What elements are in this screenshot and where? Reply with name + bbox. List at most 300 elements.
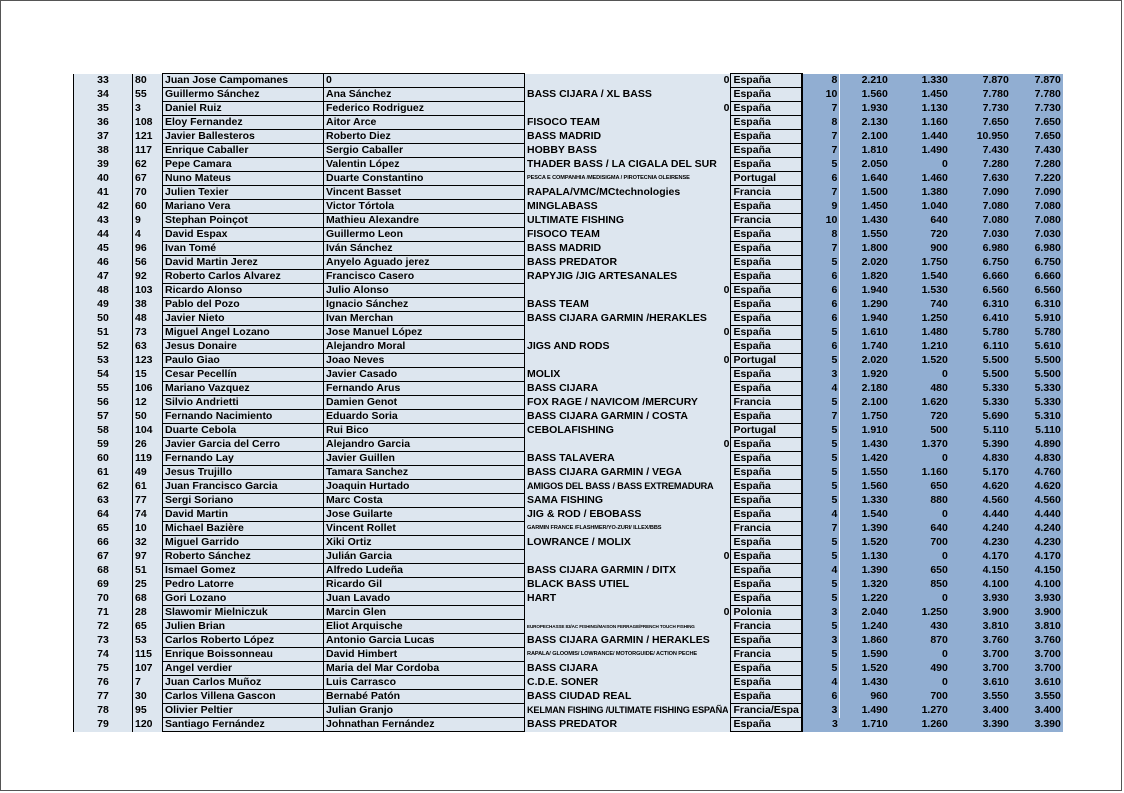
angler-1-cell: Fernando Lay xyxy=(163,452,324,466)
total-weight-cell: 6.750 xyxy=(950,256,1011,270)
weight-2-cell: 720 xyxy=(890,410,950,424)
final-weight-cell: 3.900 xyxy=(1011,606,1063,620)
total-weight-cell: 5.110 xyxy=(950,424,1011,438)
angler-1-cell: Pepe Camara xyxy=(163,158,324,172)
team-name: FISOCO TEAM xyxy=(527,116,600,128)
angler-2-cell: Marcin Glen xyxy=(324,606,525,620)
total-weight-cell: 5.500 xyxy=(950,354,1011,368)
boat-number-cell: 9 xyxy=(133,214,163,228)
weight-1-cell: 1.430 xyxy=(840,214,890,228)
country-cell: España xyxy=(731,438,802,452)
position-cell: 35 xyxy=(74,102,133,116)
fish-count-cell: 5 xyxy=(802,354,840,368)
weight-2-cell: 640 xyxy=(890,214,950,228)
boat-number-cell: 38 xyxy=(133,298,163,312)
weight-1-cell: 1.560 xyxy=(840,480,890,494)
team-zero: 0 xyxy=(723,549,730,562)
total-weight-cell: 3.700 xyxy=(950,662,1011,676)
team-name: SAMA FISHING xyxy=(527,494,604,506)
angler-2-cell: Bernabé Patón xyxy=(324,690,525,704)
team-cell xyxy=(525,88,731,102)
country-cell: España xyxy=(731,284,802,298)
total-weight-cell: 6.660 xyxy=(950,270,1011,284)
position-cell: 74 xyxy=(74,648,133,662)
weight-1-cell: 2.210 xyxy=(840,74,890,88)
team-cell xyxy=(525,550,731,564)
angler-1-cell: David Martin Jerez xyxy=(163,256,324,270)
weight-1-cell: 2.180 xyxy=(840,382,890,396)
fish-count-cell: 5 xyxy=(802,256,840,270)
table-row xyxy=(74,662,1063,676)
boat-number-cell: 55 xyxy=(133,88,163,102)
boat-number-cell: 51 xyxy=(133,564,163,578)
fish-count-cell: 5 xyxy=(802,620,840,634)
weight-1-cell: 1.740 xyxy=(840,340,890,354)
weight-2-cell: 850 xyxy=(890,578,950,592)
fish-count-cell: 7 xyxy=(802,186,840,200)
total-weight-cell: 5.780 xyxy=(950,326,1011,340)
team-cell xyxy=(525,410,731,424)
angler-2-cell: Ivan Merchan xyxy=(324,312,525,326)
boat-number-cell: 12 xyxy=(133,396,163,410)
fish-count-cell: 7 xyxy=(802,144,840,158)
fish-count-cell: 6 xyxy=(802,340,840,354)
table-row xyxy=(74,536,1063,550)
position-cell: 38 xyxy=(74,144,133,158)
table-row xyxy=(74,284,1063,298)
team-cell xyxy=(525,536,731,550)
weight-1-cell: 1.330 xyxy=(840,494,890,508)
table-row xyxy=(74,270,1063,284)
table-row xyxy=(74,214,1063,228)
final-weight-cell: 3.610 xyxy=(1011,676,1063,690)
total-weight-cell: 4.240 xyxy=(950,522,1011,536)
total-weight-cell: 4.560 xyxy=(950,494,1011,508)
team-cell xyxy=(525,690,731,704)
angler-2-cell: Javier Guillen xyxy=(324,452,525,466)
final-weight-cell: 3.550 xyxy=(1011,690,1063,704)
team-name: BASS CIUDAD REAL xyxy=(527,690,632,702)
total-weight-cell: 4.230 xyxy=(950,536,1011,550)
position-cell: 56 xyxy=(74,396,133,410)
weight-1-cell: 2.100 xyxy=(840,130,890,144)
team-cell xyxy=(525,662,731,676)
weight-1-cell: 1.290 xyxy=(840,298,890,312)
weight-1-cell: 1.920 xyxy=(840,368,890,382)
final-weight-cell: 4.440 xyxy=(1011,508,1063,522)
angler-1-cell: Duarte Cebola xyxy=(163,424,324,438)
table-row xyxy=(74,298,1063,312)
total-weight-cell: 4.170 xyxy=(950,550,1011,564)
weight-2-cell: 650 xyxy=(890,480,950,494)
total-weight-cell: 6.310 xyxy=(950,298,1011,312)
angler-2-cell: Luis Carrasco xyxy=(324,676,525,690)
weight-1-cell: 1.540 xyxy=(840,508,890,522)
team-name: BASS CIJARA GARMIN / VEGA xyxy=(527,466,682,478)
position-cell: 42 xyxy=(74,200,133,214)
country-cell: Francia xyxy=(731,648,802,662)
team-cell xyxy=(525,578,731,592)
team-cell xyxy=(525,718,731,732)
angler-2-cell: Xiki Ortiz xyxy=(324,536,525,550)
weight-2-cell: 1.490 xyxy=(890,144,950,158)
team-name: GARMIN FRANCE /FLASHMER/YO-ZURI/ ILLEX/BBS xyxy=(527,525,662,531)
weight-2-cell: 1.250 xyxy=(890,606,950,620)
angler-1-cell: Nuno Mateus xyxy=(163,172,324,186)
team-name: BASS CIJARA xyxy=(527,662,599,674)
weight-2-cell: 650 xyxy=(890,564,950,578)
table-row xyxy=(74,74,1063,88)
angler-1-cell: Cesar Pecellín xyxy=(163,368,324,382)
team-name: BASS PREDATOR xyxy=(527,718,618,730)
country-cell: España xyxy=(731,130,802,144)
country-cell: Francia xyxy=(731,214,802,228)
weight-1-cell: 1.430 xyxy=(840,676,890,690)
team-cell xyxy=(525,242,731,256)
weight-2-cell: 1.160 xyxy=(890,116,950,130)
position-cell: 37 xyxy=(74,130,133,144)
angler-1-cell: Juan Carlos Muñoz xyxy=(163,676,324,690)
team-name: EUROPECHASSE 83/AC FISHING/MAISON FERRAGE/FRENCH TOUCH FISHING xyxy=(527,624,695,629)
total-weight-cell: 7.630 xyxy=(950,172,1011,186)
team-name: MINGLABASS xyxy=(527,200,598,212)
total-weight-cell: 4.830 xyxy=(950,452,1011,466)
angler-1-cell: Gori Lozano xyxy=(163,592,324,606)
angler-2-cell: Ana Sánchez xyxy=(324,88,525,102)
weight-2-cell: 700 xyxy=(890,690,950,704)
angler-1-cell: Enrique Boissonneau xyxy=(163,648,324,662)
angler-1-cell: Enrique Caballer xyxy=(163,144,324,158)
fish-count-cell: 7 xyxy=(802,242,840,256)
boat-number-cell: 15 xyxy=(133,368,163,382)
table-row xyxy=(74,704,1063,718)
team-cell xyxy=(525,494,731,508)
fish-count-cell: 5 xyxy=(802,536,840,550)
weight-2-cell: 1.270 xyxy=(890,704,950,718)
team-zero: 0 xyxy=(723,283,730,296)
weight-2-cell: 720 xyxy=(890,228,950,242)
final-weight-cell: 7.030 xyxy=(1011,228,1063,242)
weight-2-cell: 1.130 xyxy=(890,102,950,116)
fish-count-cell: 7 xyxy=(802,410,840,424)
boat-number-cell: 4 xyxy=(133,228,163,242)
final-weight-cell: 7.080 xyxy=(1011,214,1063,228)
team-name: FISOCO TEAM xyxy=(527,228,600,240)
weight-1-cell: 2.100 xyxy=(840,396,890,410)
weight-1-cell: 1.610 xyxy=(840,326,890,340)
fish-count-cell: 4 xyxy=(802,676,840,690)
weight-1-cell: 2.050 xyxy=(840,158,890,172)
final-weight-cell: 4.620 xyxy=(1011,480,1063,494)
angler-1-cell: Javier Ballesteros xyxy=(163,130,324,144)
position-cell: 76 xyxy=(74,676,133,690)
angler-2-cell: Sergio Caballer xyxy=(324,144,525,158)
total-weight-cell: 4.620 xyxy=(950,480,1011,494)
angler-1-cell: Angel verdier xyxy=(163,662,324,676)
angler-2-cell: Valentin López xyxy=(324,158,525,172)
angler-2-cell: Julián Garcia xyxy=(324,550,525,564)
team-cell xyxy=(525,564,731,578)
final-weight-cell: 3.390 xyxy=(1011,718,1063,732)
position-cell: 43 xyxy=(74,214,133,228)
weight-2-cell: 0 xyxy=(890,368,950,382)
boat-number-cell: 121 xyxy=(133,130,163,144)
table-row xyxy=(74,634,1063,648)
weight-1-cell: 2.130 xyxy=(840,116,890,130)
country-cell: España xyxy=(731,494,802,508)
country-cell: España xyxy=(731,312,802,326)
position-cell: 77 xyxy=(74,690,133,704)
country-cell: España xyxy=(731,452,802,466)
table-row xyxy=(74,102,1063,116)
team-cell xyxy=(525,326,731,340)
team-cell xyxy=(525,270,731,284)
weight-1-cell: 1.810 xyxy=(840,144,890,158)
angler-2-cell: Francisco Casero xyxy=(324,270,525,284)
country-cell: España xyxy=(731,634,802,648)
boat-number-cell: 68 xyxy=(133,592,163,606)
country-cell: España xyxy=(731,676,802,690)
angler-2-cell: Roberto Diez xyxy=(324,130,525,144)
angler-2-cell: Juan Lavado xyxy=(324,592,525,606)
angler-2-cell: Joao Neves xyxy=(324,354,525,368)
total-weight-cell: 3.610 xyxy=(950,676,1011,690)
table-row xyxy=(74,718,1063,732)
country-cell: España xyxy=(731,592,802,606)
total-weight-cell: 5.170 xyxy=(950,466,1011,480)
country-cell: España xyxy=(731,200,802,214)
weight-1-cell: 2.020 xyxy=(840,354,890,368)
table-row xyxy=(74,158,1063,172)
weight-1-cell: 1.930 xyxy=(840,102,890,116)
boat-number-cell: 50 xyxy=(133,410,163,424)
fish-count-cell: 6 xyxy=(802,690,840,704)
weight-2-cell: 0 xyxy=(890,452,950,466)
boat-number-cell: 53 xyxy=(133,634,163,648)
total-weight-cell: 10.950 xyxy=(950,130,1011,144)
team-cell xyxy=(525,228,731,242)
final-weight-cell: 7.780 xyxy=(1011,88,1063,102)
weight-1-cell: 1.800 xyxy=(840,242,890,256)
final-weight-cell: 5.780 xyxy=(1011,326,1063,340)
team-name: BASS MADRID xyxy=(527,242,602,254)
total-weight-cell: 3.400 xyxy=(950,704,1011,718)
team-cell xyxy=(525,312,731,326)
team-cell xyxy=(525,368,731,382)
weight-1-cell: 1.490 xyxy=(840,704,890,718)
angler-2-cell: Alejandro Moral xyxy=(324,340,525,354)
team-name: BASS CIJARA GARMIN / HERAKLES xyxy=(527,634,710,646)
team-zero: 0 xyxy=(723,437,730,450)
team-cell xyxy=(525,522,731,536)
weight-2-cell: 1.530 xyxy=(890,284,950,298)
results-table xyxy=(73,73,1063,732)
team-cell xyxy=(525,200,731,214)
table-row xyxy=(74,564,1063,578)
fish-count-cell: 10 xyxy=(802,88,840,102)
total-weight-cell: 7.030 xyxy=(950,228,1011,242)
final-weight-cell: 3.930 xyxy=(1011,592,1063,606)
weight-1-cell: 1.910 xyxy=(840,424,890,438)
fish-count-cell: 7 xyxy=(802,522,840,536)
country-cell: Francia xyxy=(731,186,802,200)
fish-count-cell: 5 xyxy=(802,480,840,494)
team-cell xyxy=(525,452,731,466)
country-cell: España xyxy=(731,508,802,522)
boat-number-cell: 117 xyxy=(133,144,163,158)
team-name: BLACK BASS UTIEL xyxy=(527,578,630,590)
team-cell xyxy=(525,396,731,410)
angler-2-cell: Marc Costa xyxy=(324,494,525,508)
country-cell: Francia xyxy=(731,396,802,410)
team-cell xyxy=(525,648,731,662)
team-name: RAPALA/ GLOOMIS/ LOWRANCE/ MOTORGUIDE/ ACTION PECHE xyxy=(527,651,698,657)
position-cell: 66 xyxy=(74,536,133,550)
weight-1-cell: 1.450 xyxy=(840,200,890,214)
final-weight-cell: 4.230 xyxy=(1011,536,1063,550)
boat-number-cell: 123 xyxy=(133,354,163,368)
weight-2-cell: 1.620 xyxy=(890,396,950,410)
boat-number-cell: 67 xyxy=(133,172,163,186)
weight-2-cell: 1.160 xyxy=(890,466,950,480)
total-weight-cell: 7.080 xyxy=(950,214,1011,228)
position-cell: 46 xyxy=(74,256,133,270)
team-zero: 0 xyxy=(723,605,730,618)
table-row xyxy=(74,466,1063,480)
fish-count-cell: 8 xyxy=(802,116,840,130)
weight-2-cell: 1.450 xyxy=(890,88,950,102)
weight-2-cell: 1.440 xyxy=(890,130,950,144)
total-weight-cell: 7.280 xyxy=(950,158,1011,172)
total-weight-cell: 3.760 xyxy=(950,634,1011,648)
position-cell: 39 xyxy=(74,158,133,172)
total-weight-cell: 3.390 xyxy=(950,718,1011,732)
boat-number-cell: 70 xyxy=(133,186,163,200)
weight-2-cell: 1.460 xyxy=(890,172,950,186)
final-weight-cell: 6.560 xyxy=(1011,284,1063,298)
position-cell: 50 xyxy=(74,312,133,326)
final-weight-cell: 6.750 xyxy=(1011,256,1063,270)
final-weight-cell: 6.660 xyxy=(1011,270,1063,284)
country-cell: España xyxy=(731,256,802,270)
total-weight-cell: 5.500 xyxy=(950,368,1011,382)
position-cell: 49 xyxy=(74,298,133,312)
table-row xyxy=(74,690,1063,704)
country-cell: España xyxy=(731,690,802,704)
weight-2-cell: 880 xyxy=(890,494,950,508)
team-cell xyxy=(525,74,731,88)
final-weight-cell: 4.830 xyxy=(1011,452,1063,466)
angler-1-cell: Ricardo Alonso xyxy=(163,284,324,298)
angler-1-cell: Guillermo Sánchez xyxy=(163,88,324,102)
angler-2-cell: Ignacio Sánchez xyxy=(324,298,525,312)
boat-number-cell: 62 xyxy=(133,158,163,172)
weight-1-cell: 1.940 xyxy=(840,312,890,326)
weight-2-cell: 490 xyxy=(890,662,950,676)
country-cell: España xyxy=(731,662,802,676)
weight-1-cell: 1.240 xyxy=(840,620,890,634)
team-name: BASS CIJARA GARMIN /HERAKLES xyxy=(527,312,707,324)
weight-2-cell: 1.250 xyxy=(890,312,950,326)
angler-2-cell: Guillermo Leon xyxy=(324,228,525,242)
table-row xyxy=(74,522,1063,536)
country-cell: España xyxy=(731,102,802,116)
total-weight-cell: 7.780 xyxy=(950,88,1011,102)
weight-1-cell: 1.640 xyxy=(840,172,890,186)
table-row xyxy=(74,508,1063,522)
table-row xyxy=(74,200,1063,214)
final-weight-cell: 6.980 xyxy=(1011,242,1063,256)
total-weight-cell: 6.560 xyxy=(950,284,1011,298)
final-weight-cell: 5.910 xyxy=(1011,312,1063,326)
team-cell xyxy=(525,172,731,186)
final-weight-cell: 7.220 xyxy=(1011,172,1063,186)
angler-1-cell: Eloy Fernandez xyxy=(163,116,324,130)
team-cell xyxy=(525,382,731,396)
team-name: FOX RAGE / NAVICOM /MERCURY xyxy=(527,396,698,408)
total-weight-cell: 6.410 xyxy=(950,312,1011,326)
weight-2-cell: 0 xyxy=(890,158,950,172)
table-row xyxy=(74,326,1063,340)
weight-2-cell: 1.480 xyxy=(890,326,950,340)
weight-1-cell: 1.590 xyxy=(840,648,890,662)
boat-number-cell: 73 xyxy=(133,326,163,340)
table-row xyxy=(74,494,1063,508)
angler-2-cell: Federico Rodriguez xyxy=(324,102,525,116)
team-name: BASS CIJARA GARMIN / COSTA xyxy=(527,410,689,422)
final-weight-cell: 3.700 xyxy=(1011,662,1063,676)
weight-2-cell: 1.380 xyxy=(890,186,950,200)
total-weight-cell: 7.650 xyxy=(950,116,1011,130)
angler-1-cell: Olivier Peltier xyxy=(163,704,324,718)
table-row xyxy=(74,410,1063,424)
weight-1-cell: 1.390 xyxy=(840,522,890,536)
angler-1-cell: Ismael Gomez xyxy=(163,564,324,578)
angler-1-cell: Jesus Trujillo xyxy=(163,466,324,480)
weight-1-cell: 1.520 xyxy=(840,536,890,550)
position-cell: 61 xyxy=(74,466,133,480)
country-cell: España xyxy=(731,270,802,284)
final-weight-cell: 7.650 xyxy=(1011,116,1063,130)
angler-1-cell: Mariano Vazquez xyxy=(163,382,324,396)
table-row xyxy=(74,130,1063,144)
position-cell: 33 xyxy=(74,74,133,88)
boat-number-cell: 49 xyxy=(133,466,163,480)
boat-number-cell: 104 xyxy=(133,424,163,438)
country-cell: Portugal xyxy=(731,354,802,368)
team-cell xyxy=(525,186,731,200)
country-cell: España xyxy=(731,550,802,564)
angler-2-cell: Vincent Rollet xyxy=(324,522,525,536)
total-weight-cell: 7.730 xyxy=(950,102,1011,116)
final-weight-cell: 5.310 xyxy=(1011,410,1063,424)
weight-2-cell: 700 xyxy=(890,536,950,550)
angler-1-cell: Roberto Sánchez xyxy=(163,550,324,564)
table-row xyxy=(74,242,1063,256)
fish-count-cell: 5 xyxy=(802,494,840,508)
table-row xyxy=(74,256,1063,270)
country-cell: España xyxy=(731,116,802,130)
weight-1-cell: 1.560 xyxy=(840,88,890,102)
angler-1-cell: Javier Garcia del Cerro xyxy=(163,438,324,452)
team-cell xyxy=(525,158,731,172)
final-weight-cell: 7.730 xyxy=(1011,102,1063,116)
weight-2-cell: 480 xyxy=(890,382,950,396)
weight-1-cell: 2.020 xyxy=(840,256,890,270)
angler-2-cell: Javier Casado xyxy=(324,368,525,382)
fish-count-cell: 7 xyxy=(802,102,840,116)
country-cell: España xyxy=(731,228,802,242)
